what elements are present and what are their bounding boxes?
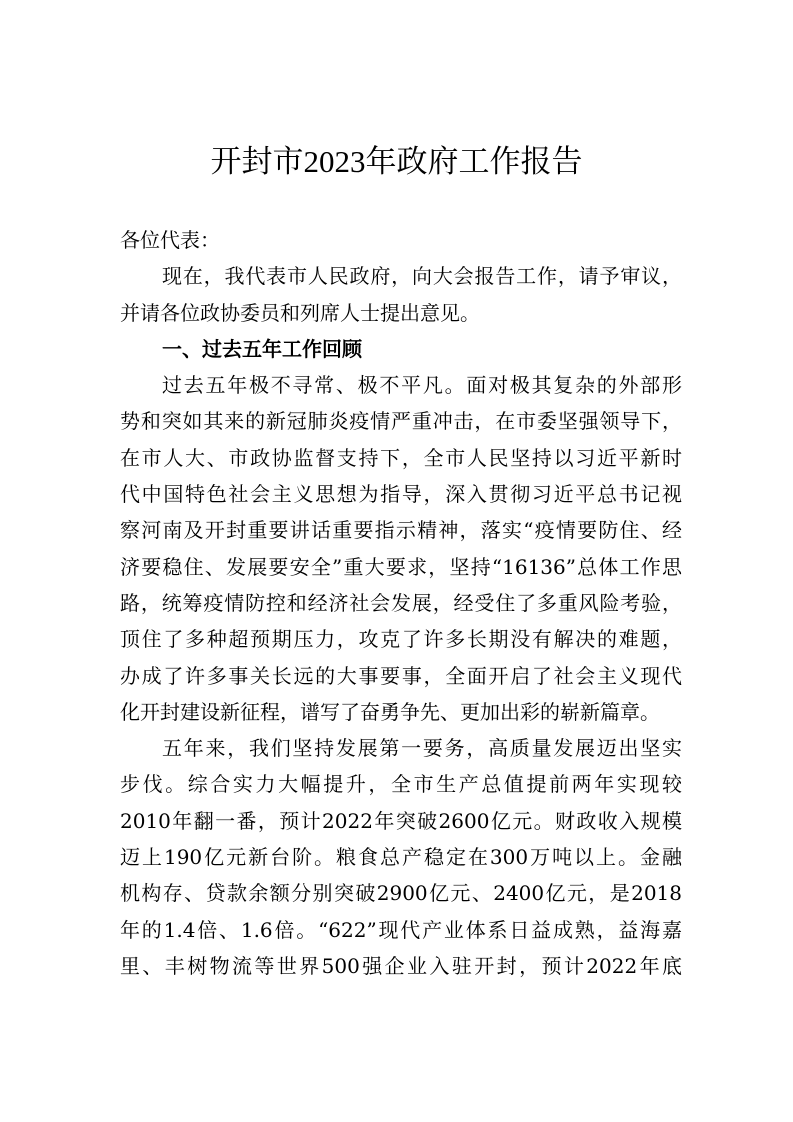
text-line: 步伐。综合实力大幅提升，全市生产总值提前两年实现较 — [120, 772, 682, 797]
text-line: 2010年翻一番，预计2022年突破2600亿元。财政收入规模 — [120, 808, 682, 833]
paragraph-achievements — [120, 730, 682, 984]
document-body — [120, 222, 682, 984]
text-line: 势和突如其来的新冠肺炎疫情严重冲击，在市委坚强领导下， — [120, 409, 682, 434]
text-line: 顶住了多种超预期压力，攻克了许多长期没有解决的难题， — [120, 627, 682, 652]
text-line: 机构存、贷款余额分别突破2900亿元、2400亿元，是2018 — [120, 881, 682, 906]
text-line: 济要稳住、发展要安全”重大要求，坚持“16136”总体工作思 — [120, 554, 682, 579]
text-line: 化开封建设新征程，谱写了奋勇争先、更加出彩的崭新篇章。 — [120, 699, 660, 724]
text-line: 五年来，我们坚持发展第一要务，高质量发展迈出坚实 — [162, 736, 682, 761]
text-line: 察河南及开封重要讲话重要指示精神，落实“疫情要防住、经 — [120, 518, 682, 543]
text-line: 路，统筹疫情防控和经济社会发展，经受住了多重风险考验， — [120, 590, 682, 615]
text-line: 迈上190亿元新台阶。粮食总产稳定在300万吨以上。金融 — [120, 845, 682, 870]
text-line: 代中国特色社会主义思想为指导，深入贯彻习近平总书记视 — [120, 482, 682, 507]
paragraph-review — [120, 367, 682, 730]
text-line: 在市人大、市政协监督支持下，全市人民坚持以习近平新时 — [120, 445, 682, 470]
salutation: 各位代表： — [120, 228, 220, 252]
text-line: 办成了许多事关长远的大事要事，全面开启了社会主义现代 — [120, 663, 682, 688]
text-line: 里、丰树物流等世界500强企业入驻开封，预计2022年底 — [120, 953, 682, 978]
text-line: 过去五年极不寻常、极不平凡。面对极其复杂的外部形 — [162, 373, 682, 398]
page-title: 开封市2023年政府工作报告 — [210, 144, 583, 179]
section-heading: 一、过去五年工作回顾 — [162, 336, 362, 361]
text-line: 年的1.4倍、1.6倍。“622”现代产业体系日益成熟，益海嘉 — [120, 917, 682, 942]
text-line: 现在，我代表市人民政府，向大会报告工作，请予审议， — [162, 264, 682, 289]
text-line: 并请各位政协委员和列席人士提出意见。 — [120, 300, 480, 325]
intro-paragraph — [120, 258, 682, 331]
